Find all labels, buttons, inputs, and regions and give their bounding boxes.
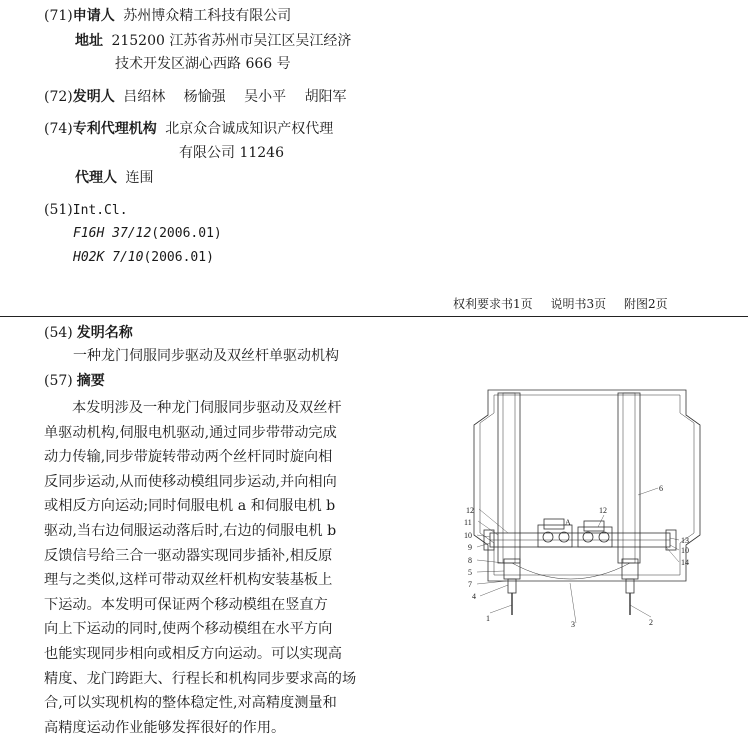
intcl-class-code: H02K 7/10	[73, 250, 144, 265]
abstract-line: 高精度运动作业能够发挥很好的作用。	[44, 719, 286, 736]
figure-label: 14	[681, 558, 689, 567]
agent-row	[75, 168, 153, 188]
applicant-value: 苏州博众精工科技有限公司	[123, 8, 292, 24]
intcl-class-date: (2006.01)	[143, 250, 214, 265]
agent-label: 代理人	[75, 170, 117, 186]
agent-value: 连围	[125, 170, 154, 186]
intcl-code: (51)	[44, 202, 73, 218]
figure-label: 13	[681, 536, 689, 545]
figure-label: 11	[464, 518, 472, 527]
figure-label: 4	[472, 592, 476, 601]
abstract-heading	[44, 371, 105, 391]
figure-label: A	[565, 518, 571, 527]
abstract-code: (57)	[44, 373, 73, 389]
figure-label: 12	[599, 506, 607, 515]
abstract-line: 向上下运动的同时,使两个移动模组在水平方向	[44, 621, 333, 638]
intcl-row	[44, 200, 128, 221]
gantry-mechanism-drawing	[458, 385, 708, 630]
applicant-code: (71)	[44, 8, 73, 24]
title-heading	[44, 323, 133, 343]
applicant-label: 申请人	[72, 8, 115, 24]
address-row	[75, 31, 351, 51]
address-label: 地址	[75, 33, 103, 49]
abstract-line: 本发明涉及一种龙门伺服同步驱动及双丝杆	[72, 400, 342, 416]
description-count: 说明书3页	[550, 297, 607, 311]
inventors-row	[44, 87, 347, 107]
title-label: 发明名称	[76, 325, 133, 341]
title-code: (54)	[44, 325, 73, 341]
address-line2: 技术开发区湖心西路 666 号	[115, 56, 291, 72]
claims-count: 权利要求书1页	[453, 297, 533, 311]
abstract-line: 驱动,当右边伺服运动落后时,右边的伺服电机 b	[44, 522, 337, 539]
abstract-line: 下运动。本发明可保证两个移动模组在竖直方	[44, 596, 328, 613]
agency-line2: 有限公司 11246	[179, 145, 284, 161]
intcl-class-date: (2006.01)	[151, 226, 222, 241]
inventors-code: (72)	[44, 89, 73, 105]
inventors-label: 发明人	[72, 89, 115, 105]
abstract-line: 精度、龙门跨距大、行程长和机构同步要求高的场	[44, 670, 357, 687]
intcl-class	[73, 247, 214, 268]
inventor-name: 吕绍林	[123, 89, 166, 105]
abstract-line: 理与之类似,这样可带动双丝杆机构安装基板上	[44, 572, 333, 589]
abstract-line: 反同步运动,从而使移动模组同步运动,并向相向	[44, 473, 337, 490]
agency-row	[44, 119, 333, 139]
inventor-name: 吴小平	[244, 89, 287, 105]
figure-label: 6	[659, 484, 663, 493]
header-divider	[0, 316, 748, 317]
abstract-line: 也能实现同步相向或相反方向运动。可以实现高	[44, 645, 342, 662]
figure-label: 5	[468, 568, 472, 577]
abstract-text	[44, 396, 384, 740]
figure-label: 7	[468, 580, 472, 589]
applicant-row	[44, 6, 291, 26]
figure-label: 10	[464, 531, 472, 540]
abstract-line: 合,可以实现机构的整体稳定性,对高精度测量和	[44, 695, 337, 712]
abstract-label: 摘要	[76, 373, 105, 389]
drawings-count: 附图2页	[623, 297, 668, 311]
intcl-class	[73, 223, 222, 244]
abstract-line: 或相反方向运动;同时伺服电机 a 和伺服电机 b	[44, 498, 336, 515]
agency-label: 专利代理机构	[72, 121, 157, 137]
invention-title: 一种龙门伺服同步驱动及双丝杆单驱动机构	[73, 348, 339, 364]
abstract-line: 单驱动机构,伺服电机驱动,通过同步带带动完成	[44, 424, 337, 441]
figure-label: 3	[571, 620, 575, 629]
address-line1: 215200 江苏省苏州市吴江区吴江经济	[111, 33, 352, 49]
figure-label: 2	[649, 618, 653, 627]
intcl-label: Int.Cl.	[72, 203, 128, 218]
intcl-class-code: F16H 37/12	[73, 226, 152, 241]
abstract-line: 反馈信号给三合一驱动器实现同步插补,相反原	[44, 547, 333, 564]
figure-label: 9	[468, 543, 472, 552]
figure-label: 10	[681, 546, 689, 555]
figure-label: 12	[466, 506, 474, 515]
figure-label: 8	[468, 556, 472, 565]
page-counts	[453, 294, 668, 314]
abstract-line: 动力传输,同步带旋转带动两个丝杆同时旋向相	[44, 449, 333, 466]
figure-label: 1	[486, 614, 490, 623]
agency-line1: 北京众合诚成知识产权代理	[165, 121, 334, 137]
inventor-name: 杨愉强	[183, 89, 226, 105]
inventor-name: 胡阳军	[304, 89, 347, 105]
agency-code: (74)	[44, 121, 73, 137]
